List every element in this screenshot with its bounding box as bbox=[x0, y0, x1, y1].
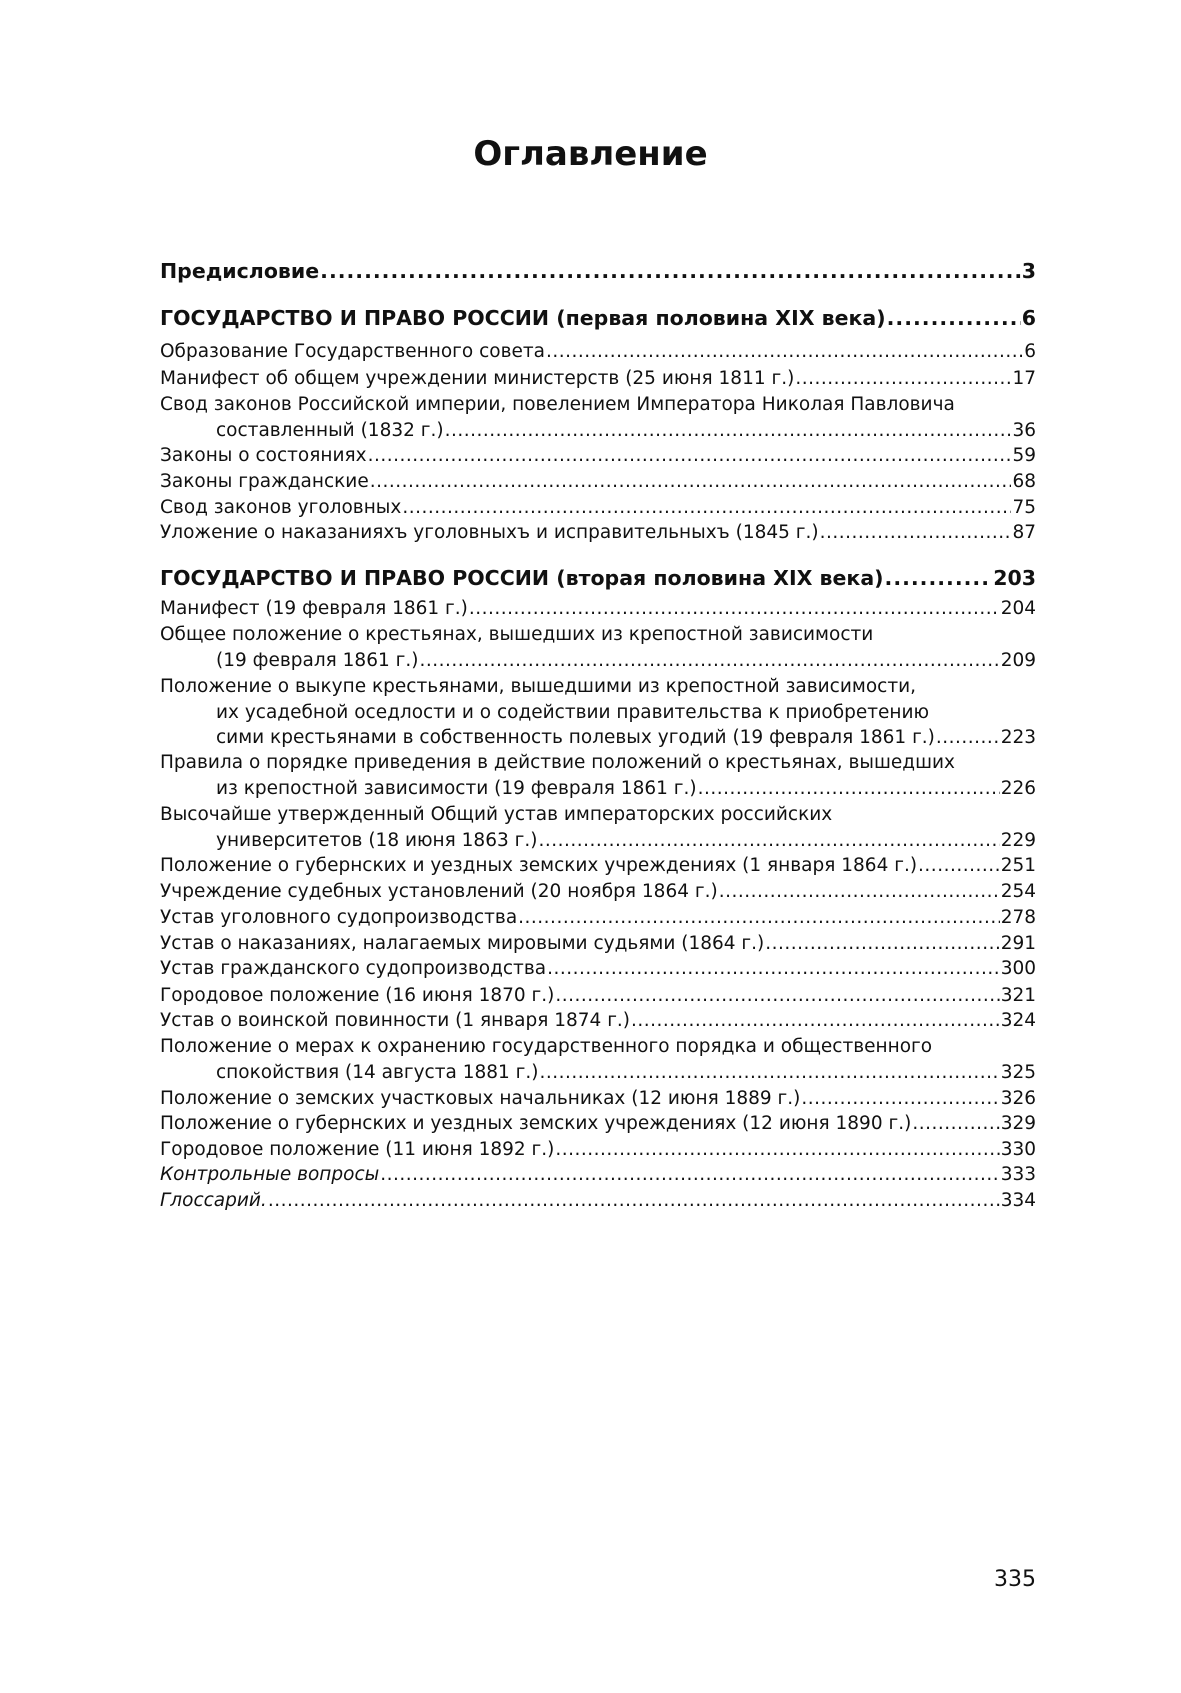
dot-leader bbox=[912, 1111, 999, 1137]
toc-entry-line bbox=[160, 1137, 1036, 1163]
toc-entry-line bbox=[160, 700, 1036, 726]
page-number: 335 bbox=[994, 1567, 1036, 1592]
dot-leader bbox=[631, 1008, 1000, 1034]
toc-entry-line bbox=[160, 853, 1036, 879]
toc-entry-line bbox=[160, 983, 1036, 1009]
toc-page-number: 229 bbox=[1000, 829, 1036, 851]
toc-entry-line bbox=[160, 1060, 1036, 1086]
toc-entry-title: Образование Государственного совета bbox=[160, 341, 545, 362]
toc-entry-line bbox=[160, 563, 1036, 593]
toc-entry-title: Городовое положение (16 июня 1870 г.) bbox=[160, 985, 555, 1006]
toc-entry bbox=[160, 802, 1036, 853]
toc-entry-title: Контрольные вопросы bbox=[160, 1164, 380, 1185]
toc-entry-title: Устав гражданского судопроизводства bbox=[160, 958, 547, 979]
toc-entry bbox=[160, 495, 1036, 521]
toc-entry-line bbox=[160, 879, 1036, 905]
dot-leader bbox=[380, 1162, 999, 1188]
dot-leader bbox=[936, 725, 1000, 751]
toc-entry-title: Правила о порядке приведения в действие положений о крестьянах, вышедших bbox=[160, 752, 955, 773]
toc-entry-line bbox=[160, 648, 1036, 674]
toc-entry bbox=[160, 1008, 1036, 1034]
toc-page-number: 87 bbox=[1012, 522, 1036, 543]
dot-leader bbox=[887, 303, 1021, 333]
toc-entry bbox=[160, 983, 1036, 1009]
dot-leader bbox=[445, 418, 1012, 444]
toc-entry bbox=[160, 1034, 1036, 1085]
toc-entry-line bbox=[160, 1034, 1036, 1060]
toc-entry-title: ГОСУДАРСТВО И ПРАВО РОССИИ (первая половина XIX века) bbox=[160, 306, 886, 330]
toc-entry-line bbox=[160, 495, 1036, 521]
toc-entry-title: Устав о воинской повинности (1 января 1874 г.) bbox=[160, 1010, 631, 1031]
dot-leader bbox=[368, 443, 1012, 469]
toc-entry-title: Законы о состояниях bbox=[160, 445, 367, 466]
toc-entry-title: сими крестьянами в собственность полевых угодий (19 февраля 1861 г.) bbox=[216, 727, 935, 749]
toc-page-number: 6 bbox=[1024, 341, 1036, 362]
toc-entry-title: их усадебной оседлости и о содействии правительства к приобретению bbox=[216, 701, 930, 723]
toc-page-number: 59 bbox=[1012, 445, 1036, 466]
toc-page-number: 203 bbox=[993, 566, 1036, 590]
toc-entry-line bbox=[160, 469, 1036, 495]
toc-entry-line bbox=[160, 1008, 1036, 1034]
toc-entry-line bbox=[160, 339, 1036, 365]
toc-entry bbox=[160, 905, 1036, 931]
toc-page-number: 209 bbox=[1000, 649, 1036, 671]
toc-section-heading bbox=[160, 256, 1036, 286]
toc-entry-line bbox=[160, 303, 1036, 333]
toc-entry-line bbox=[160, 750, 1036, 776]
toc-entry-title: (19 февраля 1861 г.) bbox=[216, 649, 419, 671]
dot-leader bbox=[469, 596, 1000, 622]
toc-page-number: 204 bbox=[1000, 598, 1036, 619]
toc-page-number: 291 bbox=[1000, 933, 1036, 954]
toc-entry-line bbox=[160, 1086, 1036, 1112]
dot-leader bbox=[765, 931, 999, 957]
toc-page-number: 300 bbox=[1000, 958, 1036, 979]
toc-page-number: 254 bbox=[1000, 881, 1036, 902]
toc-page-number: 3 bbox=[1021, 259, 1036, 283]
dot-leader bbox=[820, 520, 1012, 546]
toc-entry-line bbox=[160, 392, 1036, 418]
toc-entry-title: университетов (18 июня 1863 г.) bbox=[216, 829, 538, 851]
dot-leader bbox=[370, 469, 1012, 495]
toc-entry-title: Свод законов Российской империи, повелением Императора Николая Павловича bbox=[160, 394, 955, 415]
toc-entry-line bbox=[160, 905, 1036, 931]
toc-entry-title: Свод законов уголовных bbox=[160, 497, 402, 518]
toc-entry-line bbox=[160, 802, 1036, 828]
dot-leader bbox=[320, 256, 1021, 286]
toc-section-heading bbox=[160, 303, 1036, 333]
toc-entry-title: составленный (1832 г.) bbox=[216, 419, 444, 441]
dot-leader bbox=[918, 853, 1000, 879]
page-title: Оглавление bbox=[473, 134, 708, 174]
toc-page-number: 324 bbox=[1000, 1010, 1036, 1031]
toc-page-number: 226 bbox=[1000, 777, 1036, 799]
toc-entry bbox=[160, 596, 1036, 622]
toc-page-number: 329 bbox=[1000, 1113, 1036, 1134]
toc-entry-line bbox=[160, 1111, 1036, 1137]
toc-entry-title: Устав о наказаниях, налагаемых мировыми судьями (1864 г.) bbox=[160, 933, 765, 954]
toc-entry-title: Положение о земских участковых начальниках (12 июня 1889 г.) bbox=[160, 1088, 801, 1109]
dot-leader bbox=[419, 648, 999, 674]
dot-leader bbox=[546, 339, 1023, 365]
toc-entry bbox=[160, 1086, 1036, 1112]
toc-entry-title: Устав уголовного судопроизводства bbox=[160, 907, 518, 928]
toc-entry-title: Положение о выкупе крестьянами, вышедшими из крепостной зависимости, bbox=[160, 676, 917, 697]
toc-entry bbox=[160, 520, 1036, 546]
toc-entry-line bbox=[160, 596, 1036, 622]
toc-entry bbox=[160, 750, 1036, 801]
toc-entry-title: Учреждение судебных установлений (20 ноября 1864 г.) bbox=[160, 881, 718, 902]
toc-page-number: 6 bbox=[1021, 306, 1036, 330]
toc-page-number: 325 bbox=[1000, 1061, 1036, 1083]
toc-entry-line bbox=[160, 931, 1036, 957]
toc-entry bbox=[160, 1162, 1036, 1188]
toc-entry-title: Положение о губернских и уездных земских учреждениях (12 июня 1890 г.) bbox=[160, 1113, 912, 1134]
toc-entry bbox=[160, 339, 1036, 365]
toc-entry-title: Общее положение о крестьянах, вышедших из крепостной зависимости bbox=[160, 624, 874, 645]
toc-entry bbox=[160, 931, 1036, 957]
toc-page-number: 334 bbox=[1000, 1190, 1036, 1211]
toc-entry bbox=[160, 879, 1036, 905]
toc-entry bbox=[160, 622, 1036, 673]
toc-page-number: 326 bbox=[1000, 1088, 1036, 1109]
toc-entry-title: Предисловие bbox=[160, 259, 320, 283]
dot-leader bbox=[518, 905, 1000, 931]
toc-entry-line bbox=[160, 674, 1036, 700]
toc-entry bbox=[160, 469, 1036, 495]
toc-page-number: 36 bbox=[1012, 419, 1036, 441]
toc-entry-title: ГОСУДАРСТВО И ПРАВО РОССИИ (вторая половина XIX века) bbox=[160, 566, 884, 590]
toc-entry-title: Законы гражданские bbox=[160, 471, 369, 492]
dot-leader bbox=[698, 776, 1000, 802]
toc-entry-line bbox=[160, 725, 1036, 751]
toc-entry-title: Высочайше утвержденный Общий устав императорских российских bbox=[160, 804, 833, 825]
toc-page-number: 75 bbox=[1012, 497, 1036, 518]
toc-entry bbox=[160, 1188, 1036, 1214]
dot-leader bbox=[268, 1188, 1000, 1214]
dot-leader bbox=[547, 956, 1000, 982]
toc-entry bbox=[160, 956, 1036, 982]
toc-entry-title: из крепостной зависимости (19 февраля 1861 г.) bbox=[216, 777, 697, 799]
toc-section-heading bbox=[160, 563, 1036, 593]
toc-entry bbox=[160, 443, 1036, 469]
toc-entry-title: Манифест (19 февраля 1861 г.) bbox=[160, 598, 468, 619]
toc-entry-line bbox=[160, 1188, 1036, 1214]
toc-entry bbox=[160, 674, 1036, 751]
toc-page-number: 68 bbox=[1012, 471, 1036, 492]
toc-page-number: 223 bbox=[1000, 727, 1036, 749]
dot-leader bbox=[555, 983, 999, 1009]
toc-entry-title: Глоссарий. bbox=[160, 1190, 267, 1211]
toc-entry-line bbox=[160, 1162, 1036, 1188]
dot-leader bbox=[795, 366, 1011, 392]
dot-leader bbox=[801, 1086, 999, 1112]
toc-entry-line bbox=[160, 622, 1036, 648]
dot-leader bbox=[555, 1137, 999, 1163]
toc-entry-line bbox=[160, 776, 1036, 802]
toc-page-number: 17 bbox=[1012, 368, 1036, 389]
toc-entry-line bbox=[160, 956, 1036, 982]
toc-entry-title: спокойствия (14 августа 1881 г.) bbox=[216, 1061, 539, 1083]
toc-entry-line bbox=[160, 443, 1036, 469]
toc-page-number: 321 bbox=[1000, 985, 1036, 1006]
dot-leader bbox=[885, 563, 993, 593]
toc-entry-line bbox=[160, 256, 1036, 286]
toc-entry-title: Городовое положение (11 июня 1892 г.) bbox=[160, 1139, 555, 1160]
toc-entry-title: Положение о мерах к охранению государственного порядка и общественного bbox=[160, 1036, 933, 1057]
dot-leader bbox=[719, 879, 1000, 905]
toc-entry-line bbox=[160, 366, 1036, 392]
toc-page-number: 251 bbox=[1000, 855, 1036, 876]
toc-entry bbox=[160, 853, 1036, 879]
toc-entry-line bbox=[160, 520, 1036, 546]
toc-page-number: 333 bbox=[1000, 1164, 1036, 1185]
toc-entry-title: Уложение о наказанияхъ уголовныхъ и исправительныхъ (1845 г.) bbox=[160, 522, 819, 543]
dot-leader bbox=[402, 495, 1011, 521]
toc-entry bbox=[160, 366, 1036, 392]
toc-page-number: 330 bbox=[1000, 1139, 1036, 1160]
dot-leader bbox=[538, 828, 999, 854]
toc-entry-title: Манифест об общем учреждении министерств (25 июня 1811 г.) bbox=[160, 368, 795, 389]
toc-entry-title: Положение о губернских и уездных земских учреждениях (1 января 1864 г.) bbox=[160, 855, 918, 876]
dot-leader bbox=[539, 1060, 999, 1086]
toc-page-number: 278 bbox=[1000, 907, 1036, 928]
toc-entry-line bbox=[160, 418, 1036, 444]
toc-entry-line bbox=[160, 828, 1036, 854]
toc-entry bbox=[160, 392, 1036, 443]
toc-entry bbox=[160, 1137, 1036, 1163]
toc-entry bbox=[160, 1111, 1036, 1137]
